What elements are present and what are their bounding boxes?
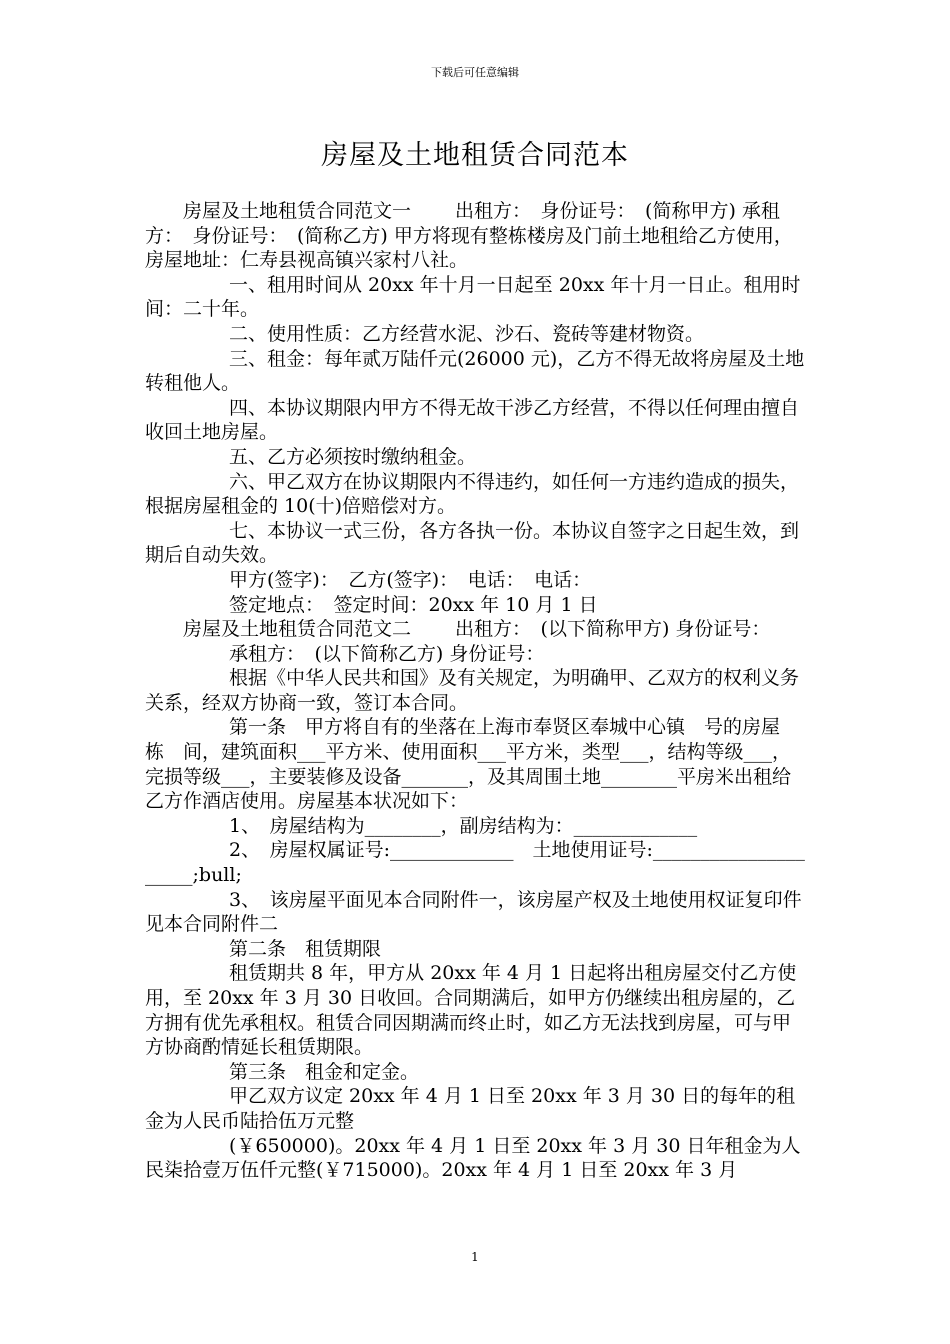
- paragraph-signatures: 甲方(签字)： 乙方(签字)： 电话： 电话：: [229, 568, 592, 591]
- paragraph-sign-place: 签定地点： 签定时间：20xx 年 10 月 1 日: [229, 593, 598, 616]
- page-header: 下载后可任意编辑: [431, 66, 519, 79]
- paragraph-clause-5: 五、乙方必须按时缴纳租金。: [229, 445, 477, 468]
- paragraph-basis: 根据《中华人民共和国》及有关规定，为明确甲、乙双方的权利义务关系，经双方协商一致，签订本合同。: [145, 667, 800, 714]
- paragraph-clause-6: 六、甲乙双方在协议期限内不得违约，如任何一方违约造成的损失，根据房屋租金的 10(十)倍赔偿对方。: [145, 470, 800, 518]
- document-title: 房屋及土地租赁合同范本: [321, 140, 629, 171]
- paragraph-clause-7: 七、本协议一式三份，各方各执一份。本协议自签字之日起生效，到期后自动失效。: [145, 519, 800, 567]
- paragraph-clause-1: 一、租用时间从 20xx 年十月一日起至 20xx 年十月一日止。租用时间：二十年。: [145, 273, 801, 321]
- paragraph-item-1: 1、 房屋结构为________，副房结构为：_____________: [229, 814, 698, 837]
- paragraph-clause-3: 三、租金：每年贰万陆仟元(26000 元)，乙方不得无故将房屋及土地转租他人。: [145, 347, 805, 395]
- paragraph-clause-4: 四、本协议期限内甲方不得无故干涉乙方经营，不得以任何理由擅自收回土地房屋。: [145, 396, 800, 444]
- paragraph-lessee: 承租方： (以下简称乙方) 身份证号：: [229, 642, 545, 665]
- page-number: 1: [471, 1250, 479, 1264]
- paragraph-intro-2: 房屋及土地租赁合同范文二 出租方： (以下简称甲方) 身份证号：: [183, 618, 771, 641]
- paragraph-article-3: 甲乙双方议定 20xx 年 4 月 1 日至 20xx 年 3 月 30 日的每年的租金为人民币陆拾伍万元整: [145, 1085, 796, 1132]
- paragraph-clause-2: 二、使用性质：乙方经营水泥、沙石、瓷砖等建材物资。: [229, 322, 705, 345]
- paragraph-article-2: 租赁期共 8 年，甲方从 20xx 年 4 月 1 日起将出租房屋交付乙方使用，至 20xx 年 3 月 30 日收回。合同期满后，如甲方仍继续出租房屋的，乙方拥有优先承租权。租赁合同因期满而终止时，如乙方无法找到房屋，可与甲方协商酌情延长租赁期限。: [145, 962, 797, 1059]
- paragraph-article-3-cont: (￥650000)。20xx 年 4 月 1 日至 20xx 年 3 月 30 日年租金为人民柒拾壹万伍仟元整(￥715000)。20xx 年 4 月 1 日至 20xx 年 3 月: [145, 1134, 801, 1182]
- paragraph-article-3-heading: 第三条 租金和定金。: [229, 1060, 420, 1083]
- paragraph-item-2: 2、 房屋权属证号:_____________ 土地使用证号:_____________________;bull;: [145, 839, 805, 887]
- paragraph-intro-1: 房屋及土地租赁合同范文一 出租方： 身份证号： (简称甲方) 承租方： 身份证号： (简称乙方) 甲方将现有整栋楼房及门前土地租给乙方使用，房屋地址：仁寿县视高镇兴家村八社。: [145, 200, 793, 272]
- paragraph-article-1: 第一条 甲方将自有的坐落在上海市奉贤区奉城中心镇 号的房屋 栋 间，建筑面积___平方米、使用面积___平方米，类型___，结构等级___，完损等级___，主要装修及设备_______，及其周围土地________平房米出租给乙方作酒店使用。房屋基本状况如下：: [145, 716, 800, 813]
- paragraph-article-2-heading: 第二条 租赁期限: [229, 937, 382, 960]
- document-body: [145, 199, 805, 1183]
- paragraph-item-3: 3、 该房屋平面见本合同附件一，该房屋产权及土地使用权证复印件见本合同附件二: [145, 888, 802, 936]
